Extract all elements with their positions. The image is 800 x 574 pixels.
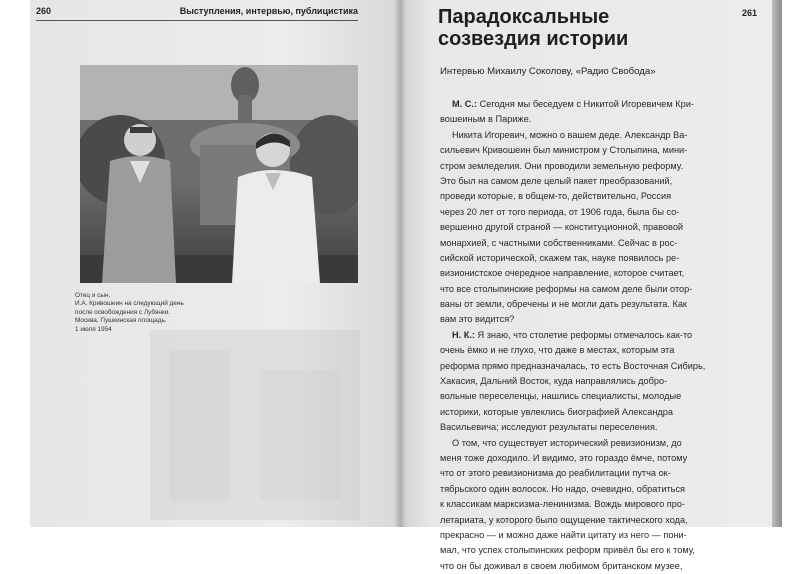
- line-text: что он бы доживал в своем любимом британском музее,: [440, 560, 683, 571]
- body-line: [440, 466, 766, 481]
- photo-father-and-son: [80, 65, 358, 283]
- article-subtitle: Интервью Михаилу Соколову, «Радио Свобода»: [440, 66, 656, 77]
- line-text: сильевич Кривошеин был министром у Столыпина, мини-: [440, 145, 688, 156]
- caption-line: 1 июля 1954: [75, 325, 112, 333]
- body-line: [440, 451, 766, 466]
- line-text: что все столыпинские реформы на самом деле были отор-: [440, 283, 693, 294]
- line-text: О том, что существует исторический ревизионизм, до: [452, 437, 682, 448]
- body-line: [440, 497, 766, 512]
- speaker-label: М. С.:: [452, 99, 478, 109]
- body-line: [440, 266, 766, 281]
- line-text: историки, которые увлеклись биографией Александра: [440, 406, 673, 417]
- page-edge: [772, 0, 782, 527]
- line-text: вольные переселенцы, нашлись специалисты, молодые: [440, 391, 682, 402]
- line-text: Сегодня мы беседуем с Никитой Игоревичем Кри-: [479, 99, 694, 109]
- line-text: прекрасно — и можно даже найти цитату из него — пони-: [440, 529, 687, 540]
- body-line: [440, 420, 766, 435]
- body-line: [440, 312, 766, 327]
- body-line: [440, 143, 766, 158]
- body-line: [440, 189, 766, 204]
- line-text: вам это видится?: [440, 314, 515, 325]
- line-text: Я знаю, что столетие реформы отмечалось как-то: [477, 329, 693, 340]
- line-text: очень ёмко и не глухо, что даже в местах, которым эта: [440, 345, 675, 356]
- page-number-right: 261: [742, 8, 758, 18]
- line-text: Хакасия, Дальний Восток, куда направлялись добро-: [440, 376, 668, 387]
- book-gutter: [394, 0, 406, 527]
- body-line: [440, 159, 766, 174]
- body-line: [440, 282, 766, 297]
- body-line: [440, 236, 766, 251]
- speaker-label: Н. К.:: [452, 329, 475, 340]
- line-text: визионистское очередное направление, которое считает,: [440, 268, 685, 279]
- line-text: сийской исторической, скажем так, науке появилось ре-: [440, 252, 680, 263]
- body-line: [440, 513, 766, 528]
- line-text: тябрьского один волосок. Но надо, очевидно, обратиться: [440, 483, 686, 494]
- caption-line: после освобождения с Лубянки.: [75, 308, 171, 316]
- caption-line: Отец и сын.: [75, 292, 111, 299]
- title-line-2: созвездия истории: [438, 28, 629, 50]
- body-line: [440, 528, 766, 543]
- line-text: через 20 лет от того периода, от 1906 года, была бы со-: [440, 206, 680, 217]
- body-line: [440, 97, 766, 112]
- line-text: реформа прямо предназначалась, то есть Восточная Сибирь,: [440, 360, 706, 371]
- body-line: [440, 297, 766, 312]
- body-line: [440, 405, 766, 420]
- body-line: [440, 482, 766, 497]
- caption-line: Москва, Пушкинская площадь.: [75, 317, 167, 325]
- line-text: проведи которые, в общем-то, действительно, Россия: [440, 191, 672, 202]
- line-text: ваны от земли, обречены и не могли дать результата. Как: [440, 299, 687, 310]
- body-line: [440, 220, 766, 235]
- body-line: [440, 128, 766, 143]
- body-line: [440, 251, 766, 266]
- line-text: стром земледелия. Они проводили земельную реформу.: [440, 160, 683, 171]
- line-text: к классикам марксизма-ленинизма. Вождь мирового про-: [440, 499, 685, 510]
- body-line: [440, 374, 766, 389]
- body-line: [440, 112, 766, 127]
- photo-caption: [75, 292, 275, 334]
- line-text: летариата, у которого было ощущение тактического хода,: [440, 514, 688, 525]
- line-text: Это был на самом деле целый пакет преобразований,: [440, 175, 673, 186]
- running-head-left: [36, 4, 358, 21]
- line-text: монархией, с частными собственниками. Сейчас в рос-: [440, 237, 678, 248]
- line-text: меня тоже доходило. И видимо, это гораздо ёмче, потому: [440, 452, 688, 463]
- article-body: [440, 97, 766, 574]
- line-text: мал, что успех столыпинских реформ привёл бы его к тому,: [440, 545, 695, 556]
- page-number-left: 260: [36, 6, 52, 16]
- article-title: [438, 6, 628, 50]
- body-line: [440, 389, 766, 404]
- body-line: [440, 559, 766, 574]
- body-line: [440, 543, 766, 558]
- caption-line: И.А. Кривошеин на следующий день: [75, 300, 184, 308]
- body-line: [440, 436, 766, 451]
- line-text: Васильевича; исследуют результаты переселения.: [440, 422, 658, 433]
- line-text: вошеиным в Париже.: [440, 114, 532, 125]
- title-line-1: Парадоксальные: [438, 6, 610, 28]
- body-line: [440, 174, 766, 189]
- body-line: [440, 359, 766, 374]
- line-text: Никита Игоревич, можно о вашем деде. Александр Ва-: [452, 129, 688, 140]
- body-line: [440, 205, 766, 220]
- line-text: что от этого ревизионизма до реабилитации путча ок-: [440, 468, 671, 479]
- body-line: [440, 328, 766, 343]
- line-text: вершенно другой страной — конституционной, правовой: [440, 222, 684, 233]
- running-title: Выступления, интервью, публицистика: [179, 6, 358, 16]
- bleed-through-image: [150, 330, 360, 520]
- body-line: [440, 343, 766, 358]
- photo-illustration: [80, 65, 358, 283]
